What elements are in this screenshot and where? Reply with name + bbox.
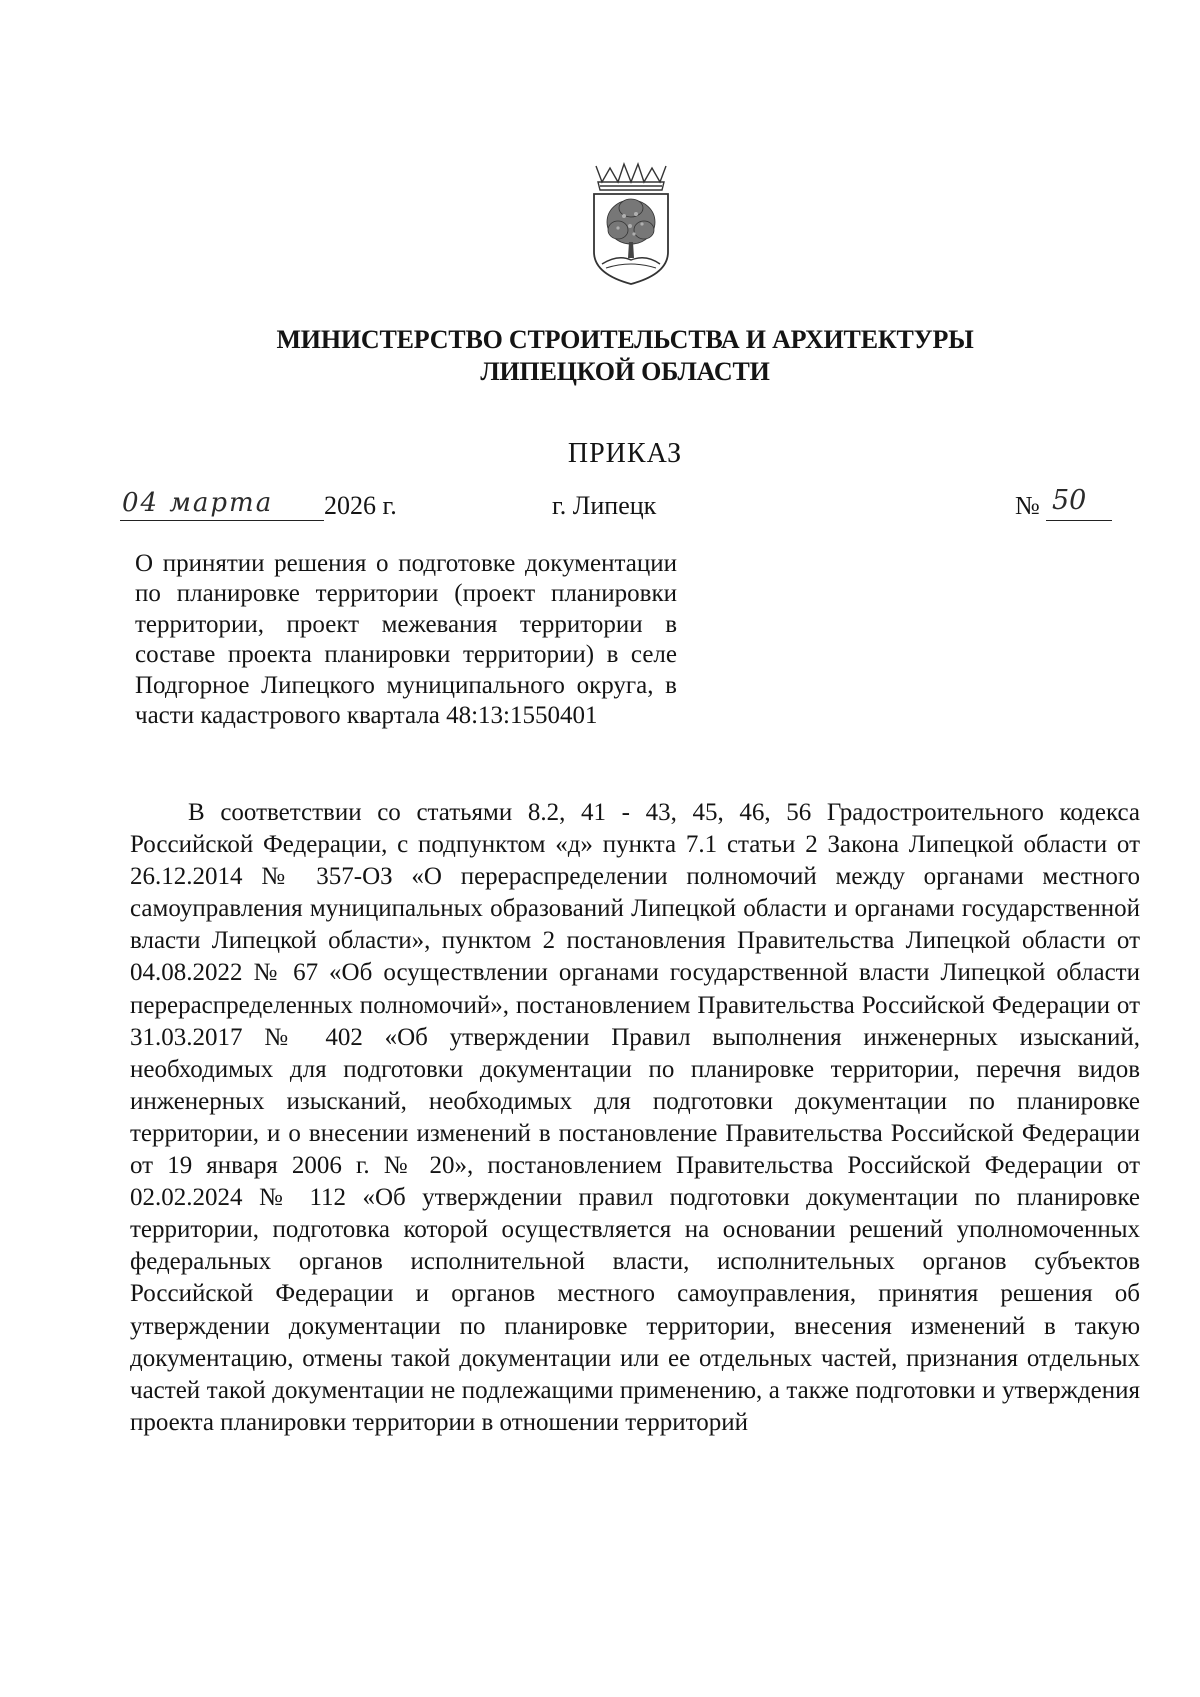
number-sign: № <box>1015 491 1040 520</box>
date-year: 2026 г. <box>324 491 397 520</box>
coat-of-arms-icon <box>588 160 674 288</box>
document-type-title: ПРИКАЗ <box>567 438 683 469</box>
ministry-name-line-1: МИНИСТЕРСТВО СТРОИТЕЛЬСТВА И АРХИТЕКТУРЫ <box>276 325 974 354</box>
date-underline <box>120 520 324 521</box>
number-underline <box>1046 520 1112 521</box>
ministry-name-line-2: ЛИПЕЦКОЙ ОБЛАСТИ <box>480 357 770 386</box>
body-paragraph: В соответствии со статьями 8.2, 41 - 43, 45, 46, 56 Градостроительного кодекса Российской Федерации, с подпунктом «д» пункта 7.1 статьи 2 Закона Липецкой области от 26.12.2014 № 357-ОЗ «О перераспределении полномочий между органами местного самоуправления муниципальных образований Липецкой области и органами государственной власти Липецкой области», пунктом 2 постановления Правительства Липецкой области от 04.08.2022 № 67 «Об осуществлении органами государственной власти Липецкой области перераспределенных полномочий», постановлением Правительства Российской Федерации от 31.03.2017 № 402 «Об утверждении Правил выполнения инженерных изысканий, необходимых для подготовки документации по планировке территории, перечня видов инженерных изысканий, необходимых для подготовки документации по планировке территории, и о внесении изменений в постановление Правительства Российской Федерации от 19 января 2006 г. № 20», постановлением Правительства Российской Федерации от 02.02.2024 № 112 «Об утверждении правил подготовки документации по планировке территории, подготовка которой осуществляется на основании решений уполномоченных федеральных органов исполнительной власти, исполнительных органов субъектов Российской Федерации и органов местного самоуправления, принятия решения об утверждении документации по планировке территории, внесения изменений в такую документацию, отмены такой документации или ее отдельных частей, признания отдельных частей такой документации не подлежащими применению, а также подготовки и утверждения проекта планировки территории в отношении территорий <box>130 799 1140 1436</box>
city-name: г. Липецк <box>552 491 657 520</box>
order-subject: О принятии решения о подготовке документации по планировке территории (проект планировки территории, проект межевания территории в составе проекта планировки территории) в селе Подгорное Липецкого муниципального округа, в части кадастрового квартала 48:13:1550401 <box>135 550 677 730</box>
handwritten-number: 50 <box>1052 485 1087 516</box>
handwritten-date: 04 марта <box>122 488 274 518</box>
